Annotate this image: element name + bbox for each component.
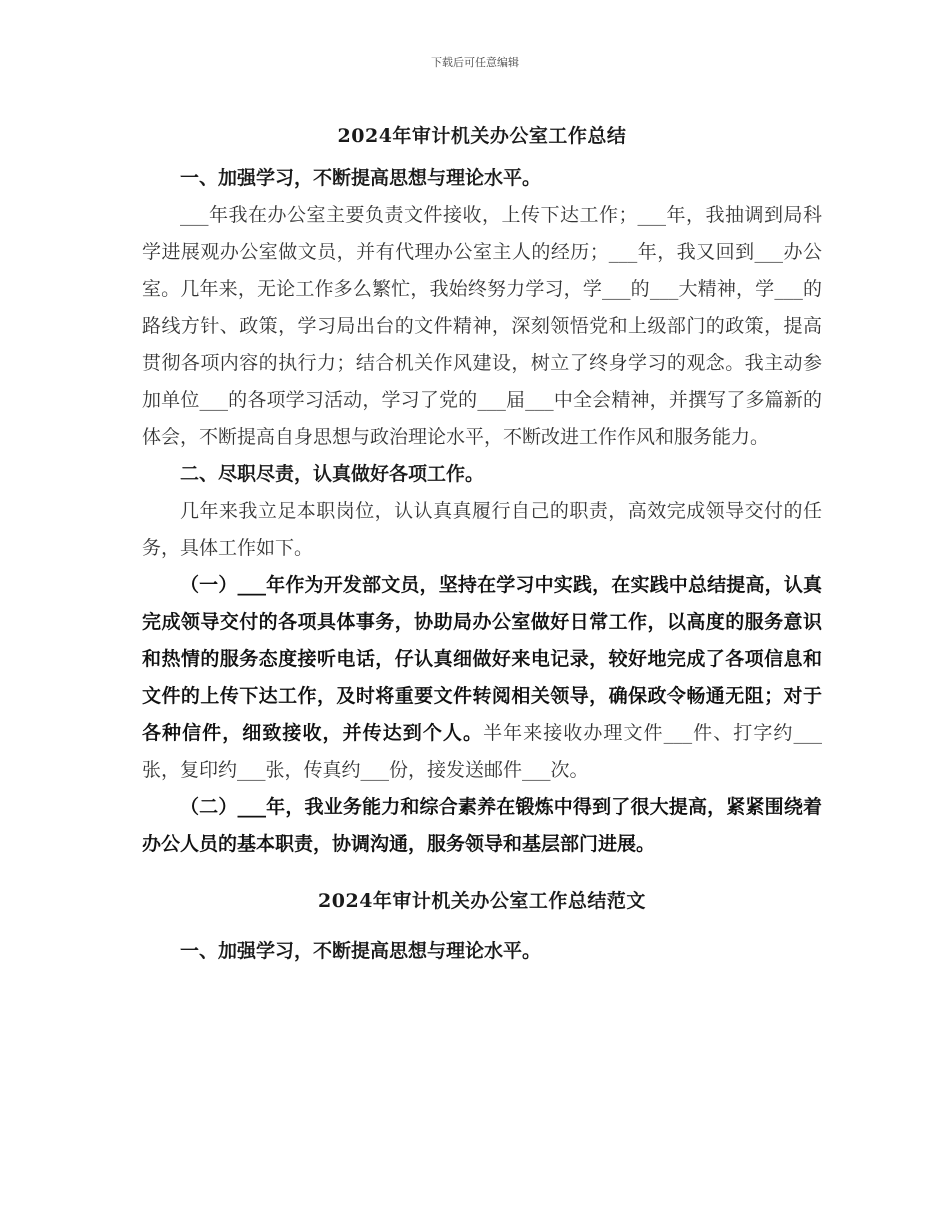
section2-intro: 几年来我立足本职岗位，认认真真履行自己的职责，高效完成领导交付的任务，具体工作如下。: [142, 500, 822, 559]
section1-heading: 一、加强学习，不断提高思想与理论水平。: [180, 167, 542, 189]
item2-bold-text: （二）___年，我业务能力和综合素养在锻炼中得到了很大提高，紧紧围绕着办公人员的基本职责，协调沟通，服务领导和基层部门进展。: [142, 796, 822, 855]
section2-heading: 二、尽职尽责，认真做好各项工作。: [180, 463, 485, 485]
document-title: 2024年审计机关办公室工作总结: [337, 125, 627, 147]
document-subtitle: 2024年审计机关办公室工作总结范文: [318, 890, 646, 912]
section2-item2: [142, 789, 822, 863]
header-note: 下载后可任意编辑: [431, 56, 519, 69]
item1-regular-text: 半年来接收办理文件___件、打字约___张，复印约___张，传真约___份，接发送邮件___次。: [142, 722, 822, 781]
document-body: [142, 118, 822, 970]
section3-heading: 一、加强学习，不断提高思想与理论水平。: [180, 940, 542, 962]
item1-bold-text: （一）___年作为开发部文员，坚持在学习中实践，在实践中总结提高，认真完成领导交付的各项具体事务，协助局办公室做好日常工作，以高度的服务意识和热情的服务态度接听电话，仔认真细做好来电记录，较好地完成了各项信息和文件的上传下达工作，及时将重要文件转阅相关领导，确保政令畅通无阻；对于各种信件，细致接收，并传达到个人。: [142, 574, 822, 744]
section1-paragraph: ___年我在办公室主要负责文件接收，上传下达工作；___年，我抽调到局科学进展观办公室做文员，并有代理办公室主人的经历；___年，我又回到___办公室。几年来，无论工作多么繁忙，我始终努力学习，学___的___大精神，学___的路线方针、政策，学习局出台的文件精神，深刻领悟党和上级部门的政策，提高贯彻各项内容的执行力；结合机关作风建设，树立了终身学习的观念。我主动参加单位___的各项学习活动，学习了党的___届___中全会精神，并撰写了多篇新的体会，不断提高自身思想与政治理论水平，不断改进工作作风和服务能力。: [142, 204, 822, 448]
section2-item1: [142, 567, 822, 789]
